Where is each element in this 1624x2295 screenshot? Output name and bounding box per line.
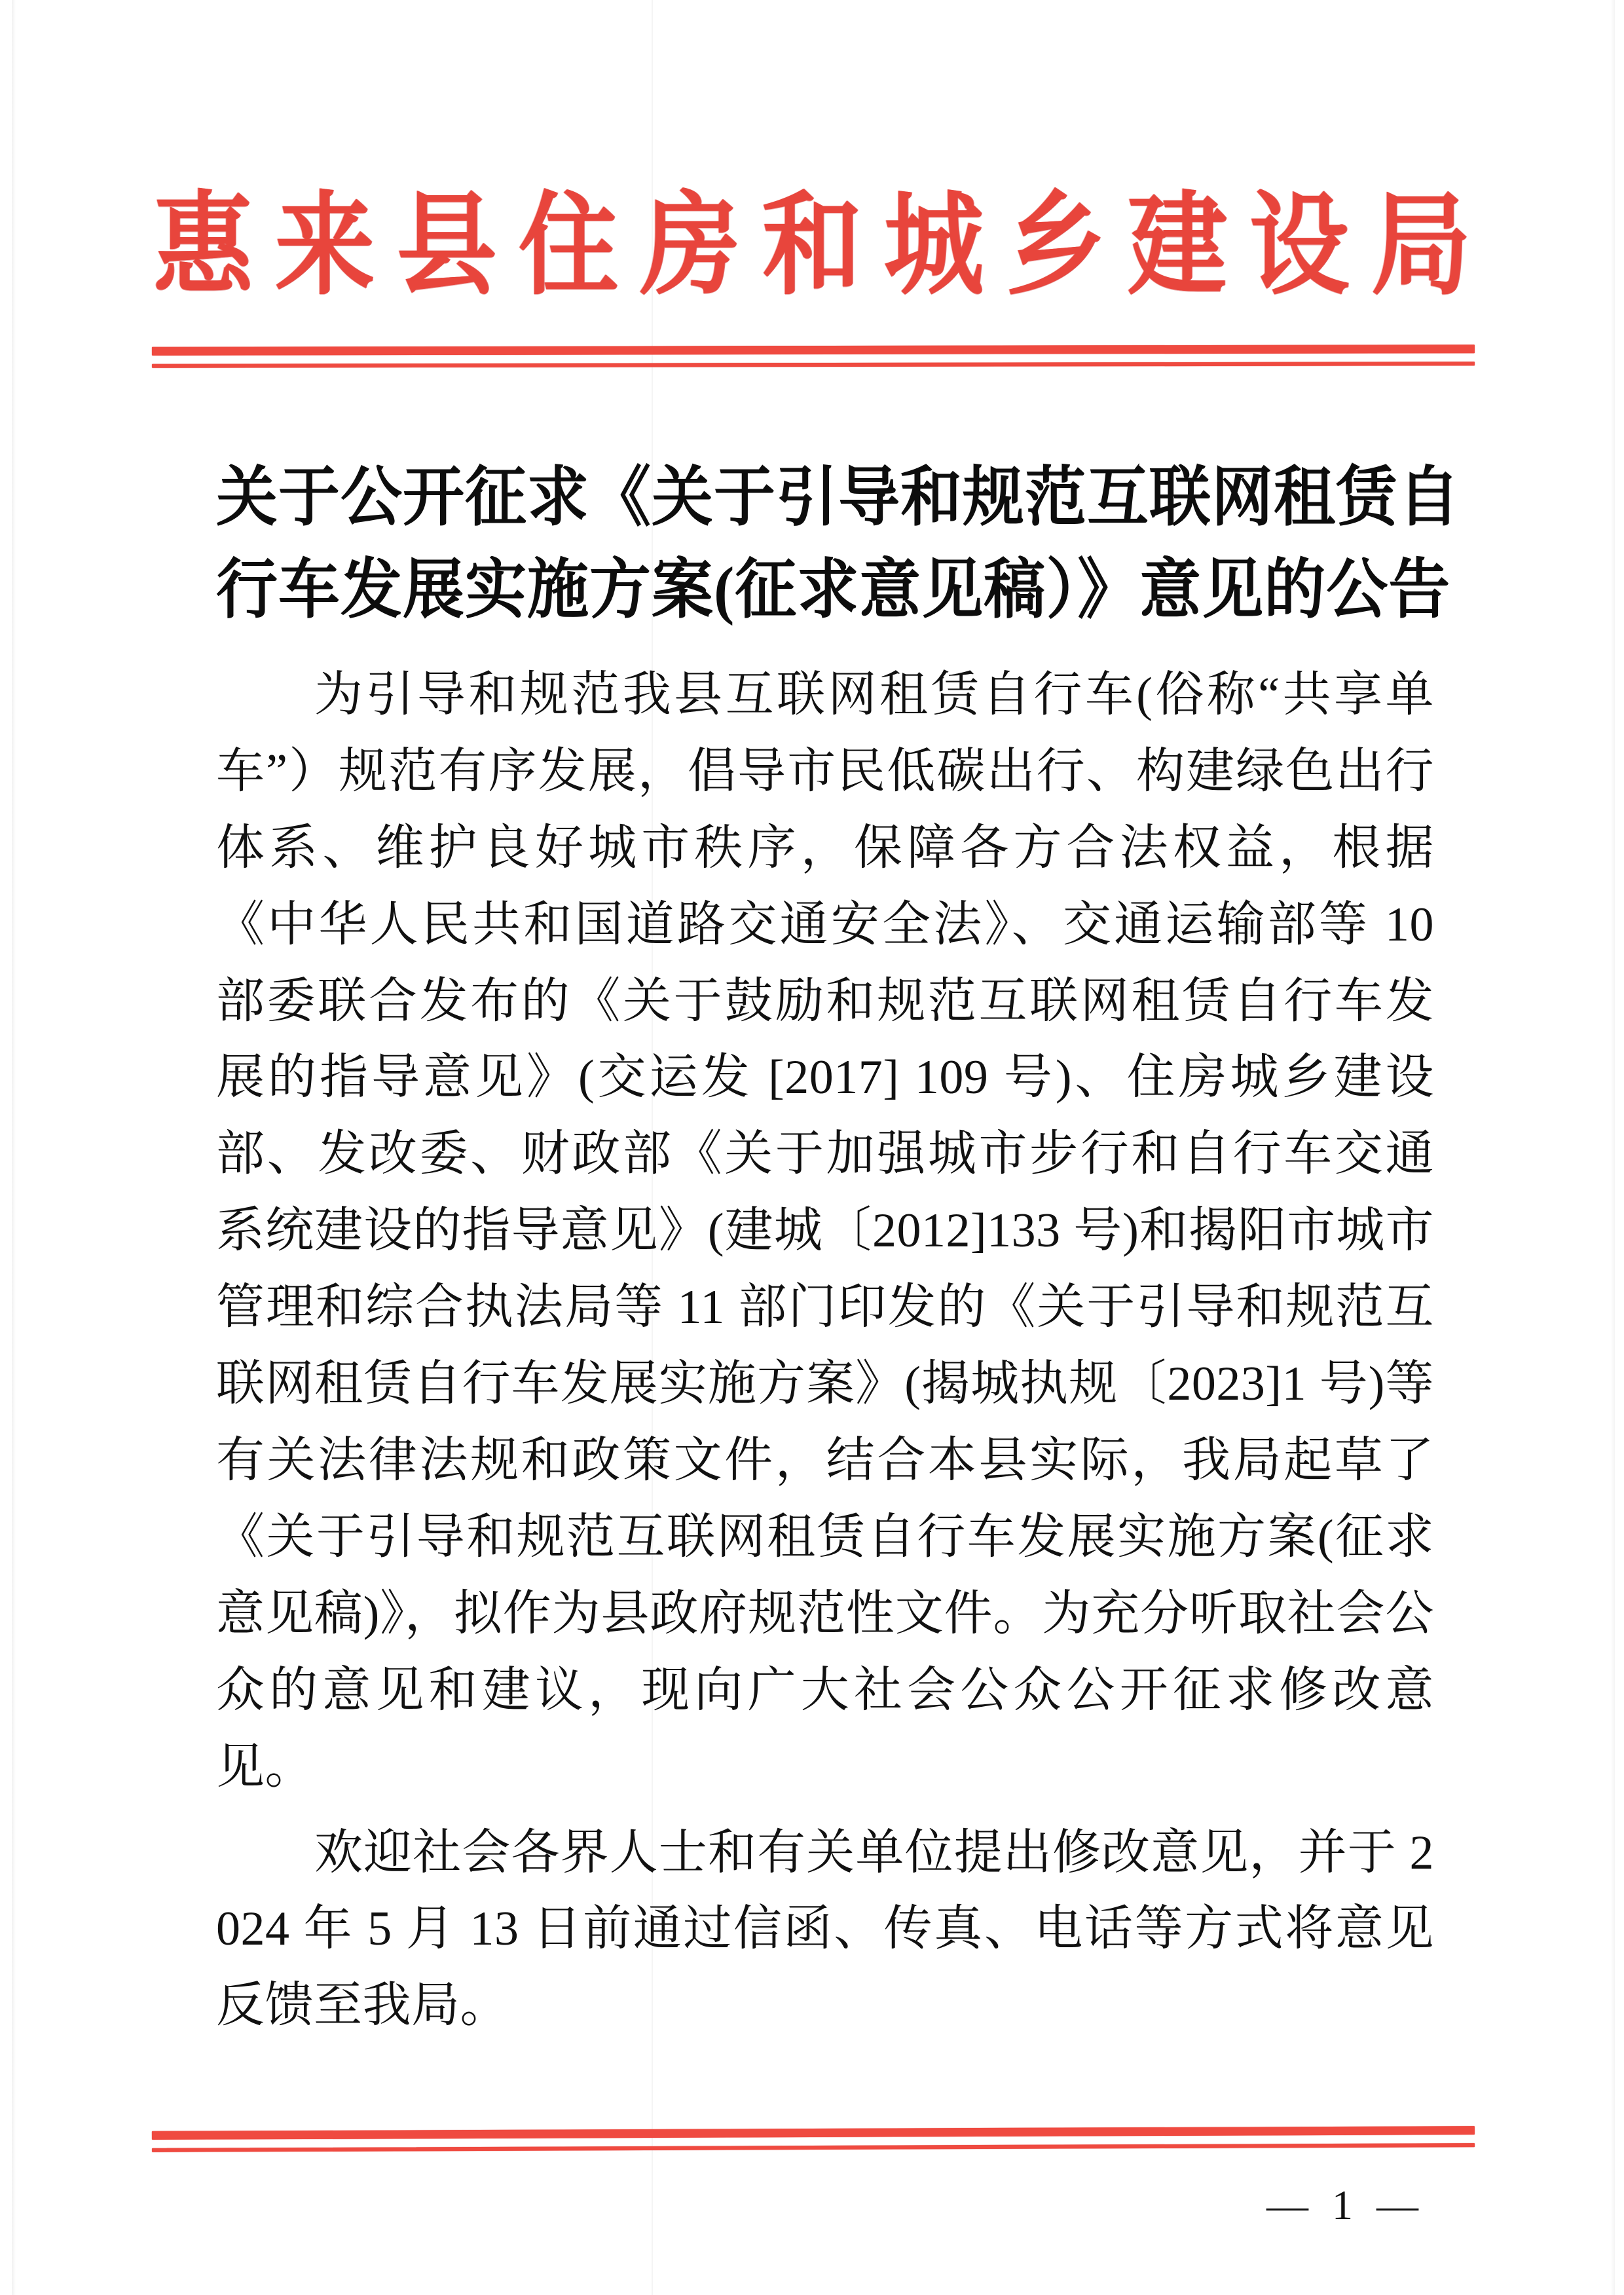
masthead [0,184,1624,308]
agency-name: 惠来县住房和城乡建设局 [153,184,1493,308]
body-paragraph-1: 为引导和规范我县互联网租赁自行车(俗称“共享单车”）规范有序发展，倡导市民低碳出行、构建绿色出行体系、维护良好城市秩序，保障各方合法权益，根据《中华人民共和国道路交通安全法》、交通运输部等 10 部委联合发布的《关于鼓励和规范互联网租赁自行车发展的指导意见》(交运发 [2017] 109 号)、住房城乡建设部、发改委、财政部《关于加强城市步行和自行车交通系统建设的指导意见》(建城〔2012]133 号)和揭阳市城市管理和综合执法局等 11 部门印发的《关于引导和规范互联网租赁自行车发展实施方案》(揭城执规〔2023]1 号)等有关法律法规和政策文件，结合本县实际，我局起草了《关于引导和规范互联网租赁自行车发展实施方案(征求意见稿)》，拟作为县政府规范性文件。为充分听取社会公众的意见和建议，现向广大社会公众公开征求修改意见。 [216,667,1434,1794]
scan-edge-left [12,0,16,2295]
page-title-line-1: 关于公开征求《关于引导和规范互联网租赁自 [216,461,1461,534]
masthead-double-rule [152,345,1475,368]
document-body [216,452,1461,2044]
page-number: — 1 — [1266,2182,1425,2228]
page-footer [0,2181,1624,2230]
scan-edge-right [1611,0,1615,2295]
page-title [216,452,1461,637]
body-paragraph-2: 欢迎社会各界人士和有关单位提出修改意见，并于 2024 年 5 月 13 日前通过信函、传真、电话等方式将意见反馈至我局。 [216,1825,1434,2033]
footer-double-rule [152,2126,1475,2152]
page-title-line-2: 行车发展实施方案(征求意见稿）》意见的公告 [216,554,1451,627]
